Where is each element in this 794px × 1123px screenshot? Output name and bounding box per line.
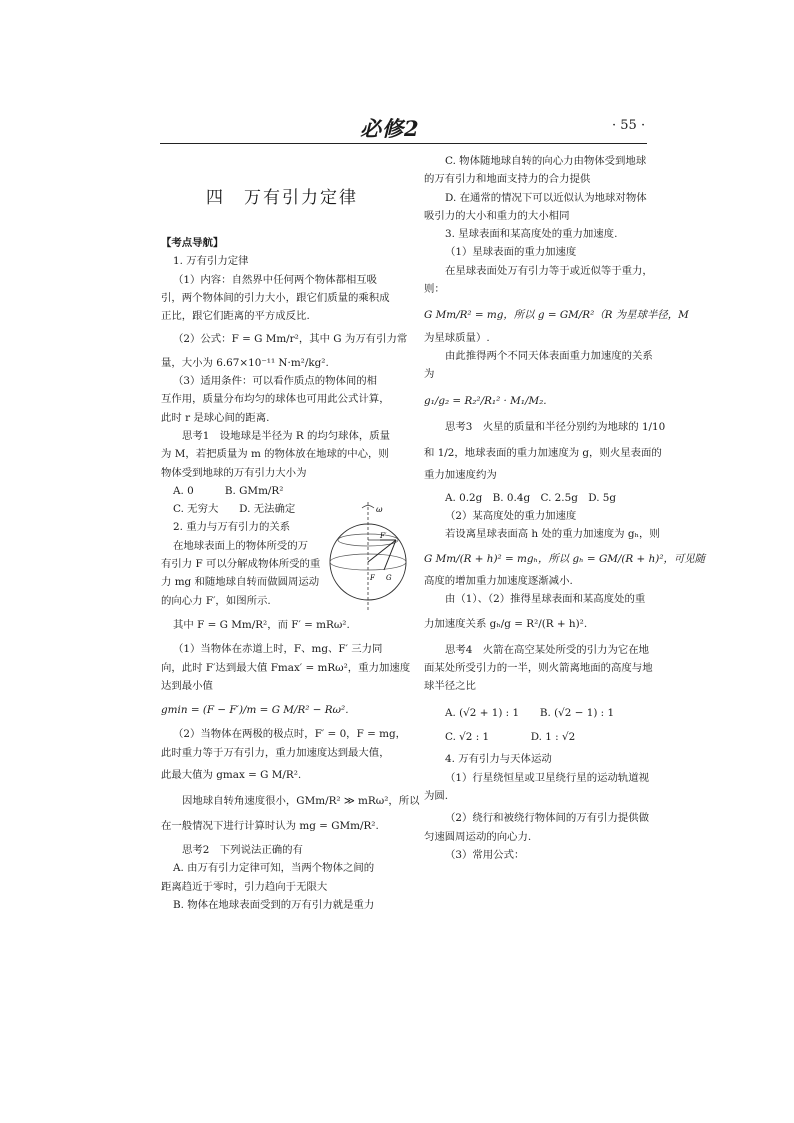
right-line: D. 在通常的情况下可以近似认为地球对物体 bbox=[445, 191, 647, 204]
omega-label: ω bbox=[376, 505, 383, 514]
right-line: A. 0.2g B. 0.4g C. 2.5g D. 5g bbox=[445, 491, 617, 504]
left-line: （1）当物体在赤道上时，F、mg、F′ 三力同 bbox=[173, 643, 383, 656]
right-line: 则： bbox=[424, 283, 445, 296]
right-line: 若设离星球表面高 h 处的重力加速度为 gₕ，则 bbox=[445, 528, 660, 541]
left-line: 互作用，质量分布均匀的球体也可用此公式计算， bbox=[161, 393, 390, 406]
right-line: （1）行星绕恒星或卫星绕行星的运动轨道视 bbox=[445, 771, 650, 784]
section-title: 四 万有引力定律 bbox=[206, 188, 358, 208]
left-line: A. 由万有引力定律可知，当两个物体之间的 bbox=[173, 862, 375, 875]
right-line: 由（1）、（2）推得星球表面和某高度处的重 bbox=[445, 593, 646, 606]
right-line: C. √2 : 1 D. 1 : √2 bbox=[445, 731, 576, 744]
left-line: 正比，跟它们距离的平方成反比. bbox=[161, 310, 310, 323]
left-column bbox=[161, 186, 411, 232]
right-line: （2）绕行和被绕行物体间的万有引力提供做 bbox=[445, 812, 650, 825]
left-line: 在地球表面上的物体所受的万 bbox=[173, 539, 309, 552]
left-line: 距离趋近于零时，引力趋向于无限大 bbox=[161, 880, 328, 893]
right-line: （3）常用公式： bbox=[445, 848, 525, 861]
left-line: gmin = (F − F′)/m = G M/R² − Rω². bbox=[161, 704, 349, 717]
right-line: 和 1/2，地球表面的重力加速度为 g，则火星表面的 bbox=[424, 447, 662, 460]
left-line: 引，两个物体间的引力大小，跟它们质量的乘积成 bbox=[161, 291, 390, 304]
f-label: F bbox=[370, 574, 375, 582]
right-line: 吸引力的大小和重力的大小相同 bbox=[424, 209, 570, 222]
left-line: 此时 r 是球心间的距离. bbox=[161, 411, 270, 424]
left-line: 达到最小值 bbox=[161, 679, 213, 692]
right-line: G Mm/(R + h)² = mgₕ，所以 gₕ = GM/(R + h)²，可见随 bbox=[424, 552, 706, 565]
g-label: G bbox=[386, 574, 392, 582]
right-line: 4. 万有引力与天体运动 bbox=[445, 753, 552, 766]
left-line: 1. 万有引力定律 bbox=[173, 255, 249, 268]
left-line: 其中 F = G Mm/R²，而 F′ = mRω². bbox=[173, 618, 350, 631]
left-line: 2. 重力与万有引力的关系 bbox=[173, 521, 291, 534]
right-line: （1）星球表面的重力加速度 bbox=[445, 246, 577, 259]
left-line: 此时重力等于万有引力，重力加速度达到最大值， bbox=[161, 746, 390, 759]
left-line: 向，此时 F′达到最大值 Fmax′ = mRω²，重力加速度 bbox=[161, 661, 411, 674]
left-line: 为 M，若把质量为 m 的物体放在地球的中心，则 bbox=[161, 448, 389, 461]
page-number: · 55 · bbox=[612, 118, 646, 133]
right-line: g₁/g₂ = R₂²/R₁² · M₁/M₂. bbox=[424, 394, 547, 407]
left-line: 的向心力 F′，如图所示. bbox=[161, 594, 271, 607]
right-line: C. 物体随地球自转的向心力由物体受到地球 bbox=[445, 155, 647, 167]
left-line: （2）公式：F = G Mm/r²，其中 G 为万有引力常 bbox=[173, 333, 408, 346]
left-line: C. 无穷大 D. 无法确定 bbox=[173, 503, 296, 516]
left-line: 量，大小为 6.67×10⁻¹¹ N·m²/kg². bbox=[161, 356, 329, 369]
right-column bbox=[424, 152, 706, 864]
left-line: 力 mg 和随地球自转而做圆周运动 bbox=[161, 576, 320, 589]
right-line: 3. 星球表面和某高度处的重力加速度. bbox=[445, 228, 618, 241]
right-line: 思考3 火星的质量和半径分别约为地球的 1/10 bbox=[445, 420, 666, 433]
earth-force-diagram bbox=[326, 500, 410, 618]
right-line: 思考4 火箭在高空某处所受的引力为它在地 bbox=[445, 643, 650, 656]
header-rule bbox=[160, 143, 647, 144]
right-line: 匀速圆周运动的向心力. bbox=[424, 830, 532, 843]
right-line: 由此推得两个不同天体表面重力加速度的关系 bbox=[445, 349, 653, 362]
left-line: 思考2 下列说法正确的有 bbox=[182, 843, 303, 856]
right-line: 为圆. bbox=[424, 789, 449, 802]
left-line: 在一般情况下进行计算时认为 mg = GMm/R². bbox=[161, 819, 379, 832]
right-line: 为星球质量）. bbox=[424, 331, 490, 344]
left-line: 此最大值为 gmax = G M/R². bbox=[161, 769, 302, 782]
left-line: 【考点导航】 bbox=[161, 237, 224, 249]
left-line: 物体受到地球的万有引力大小为 bbox=[161, 466, 307, 479]
right-line: 高度的增加重力加速度逐渐减小. bbox=[424, 574, 573, 587]
left-line: （3）适用条件：可以看作质点的物体间的相 bbox=[173, 375, 378, 388]
left-line: B. 物体在地球表面受到的万有引力就是重力 bbox=[173, 898, 375, 911]
fprime-label: F′ bbox=[380, 532, 387, 540]
right-line: G Mm/R² = mg，所以 g = GM/R²（R 为星球半径，M bbox=[424, 309, 689, 322]
right-line: 面某处所受引力的一半，则火箭离地面的高度与地 bbox=[424, 662, 653, 675]
left-line: （1）内容：自然界中任何两个物体都相互吸 bbox=[173, 273, 378, 286]
right-line: 力加速度关系 gₕ/g = R²/(R + h)². bbox=[424, 617, 588, 630]
right-line: 为 bbox=[424, 368, 435, 381]
left-line: （2）当物体在两极的极点时，F′ = 0，F = mg， bbox=[173, 728, 406, 741]
left-line: 因地球自转角速度很小，GMm/R² ≫ mRω²，所以 bbox=[182, 795, 420, 808]
left-line: A. 0 B. GMm/R² bbox=[173, 484, 284, 497]
right-line: 的万有引力和地面支持力的合力提供 bbox=[424, 173, 591, 186]
right-line: 重力加速度约为 bbox=[424, 469, 497, 482]
right-line: （2）某高度处的重力加速度 bbox=[445, 510, 577, 523]
right-line: 在星球表面处万有引力等于或近似等于重力， bbox=[445, 264, 653, 277]
left-line: 有引力 F 可以分解成物体所受的重 bbox=[161, 558, 321, 571]
left-line: 思考1 设地球是半径为 R 的均匀球体，质量 bbox=[182, 429, 391, 442]
right-line: A. (√2 + 1) : 1 B. (√2 − 1) : 1 bbox=[445, 706, 615, 719]
running-header-title: 必修2 bbox=[360, 116, 420, 141]
right-line: 球半径之比 bbox=[424, 680, 476, 693]
